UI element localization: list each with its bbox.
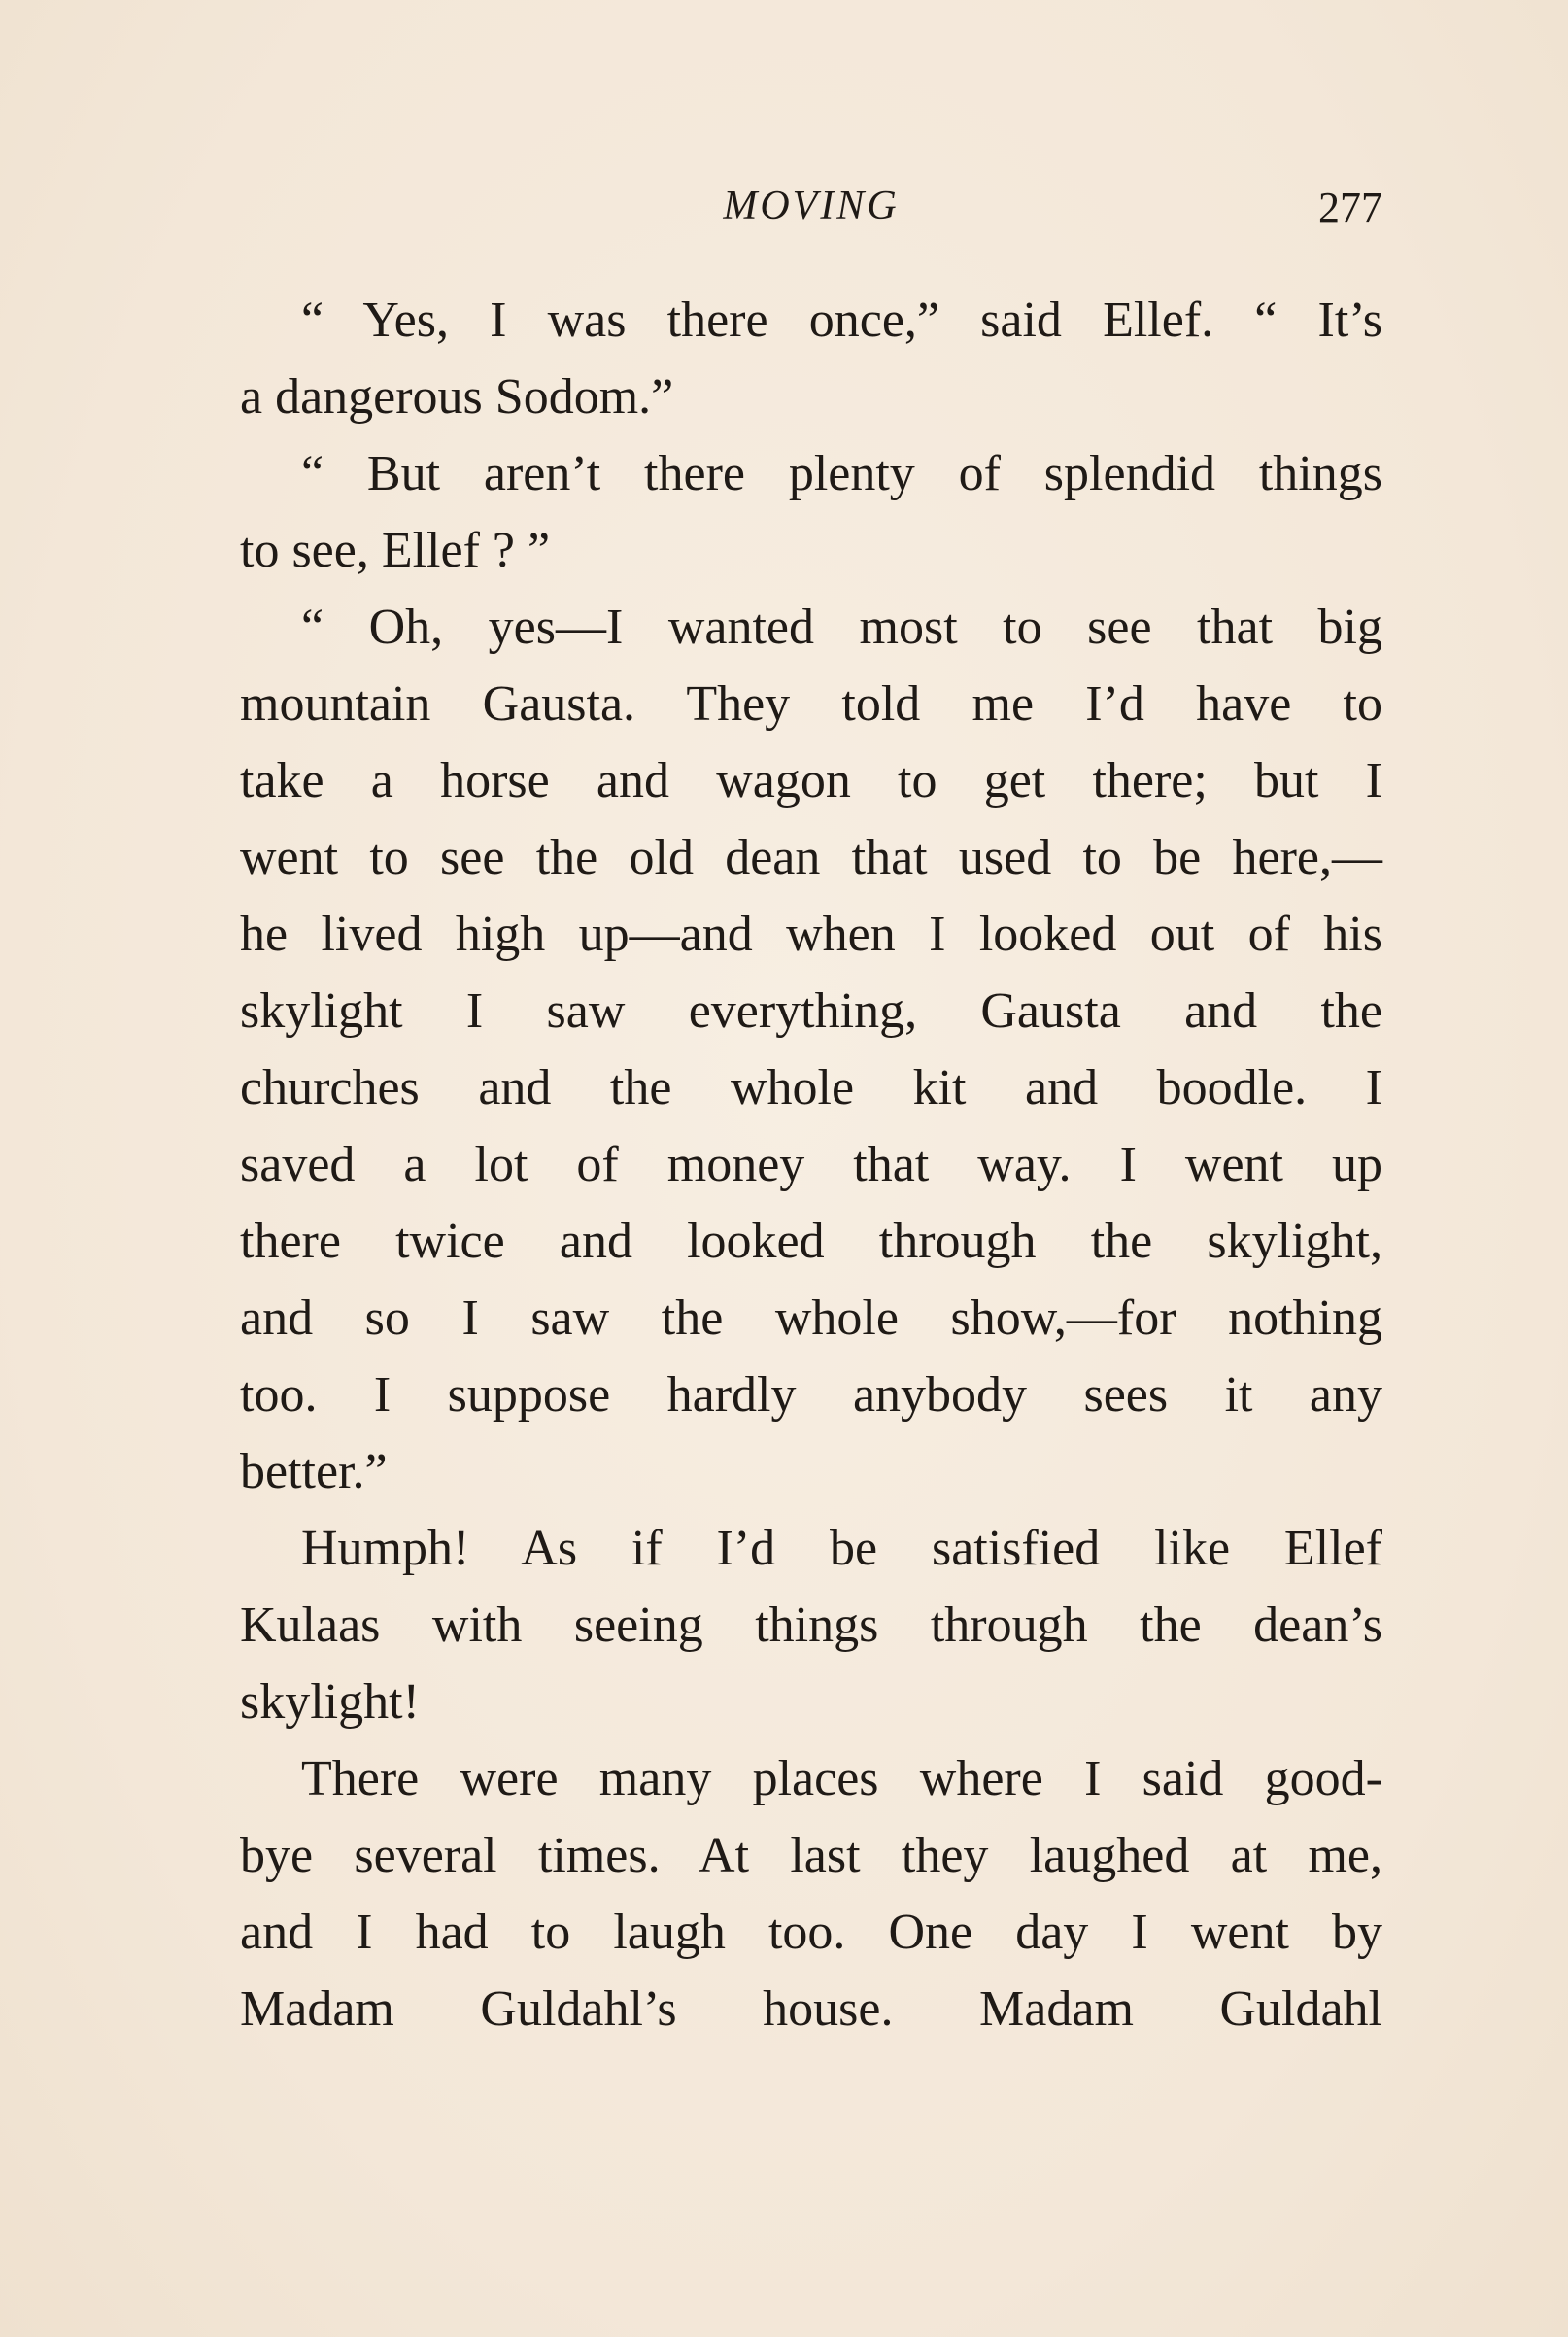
text-line: bye several times. At last they laughed at me, <box>240 1828 1382 1883</box>
text-line: There were many places where I said good- <box>301 1751 1382 1806</box>
text-line: went to see the old dean that used to be here,— <box>240 830 1382 885</box>
text-line: to see, Ellef ? ” <box>240 523 551 578</box>
running-header <box>240 183 1382 241</box>
text-line: a dangerous Sodom.” <box>240 369 674 425</box>
text-line: churches and the whole kit and boodle. I <box>240 1060 1382 1116</box>
text-line: better.” <box>240 1444 388 1499</box>
text-line: Madam Guldahl’s house. Madam Guldahl <box>240 1981 1382 2037</box>
text-line: “ But aren’t there plenty of splendid things <box>301 446 1382 501</box>
text-line: he lived high up—and when I looked out of his <box>240 907 1382 962</box>
text-line: there twice and looked through the skylight, <box>240 1214 1382 1269</box>
text-line: skylight I saw everything, Gausta and the <box>240 983 1382 1039</box>
text-line: mountain Gausta. They told me I’d have to <box>240 676 1382 732</box>
chapter-title: MOVING <box>723 184 900 228</box>
text-line: saved a lot of money that way. I went up <box>240 1137 1382 1192</box>
text-line: take a horse and wagon to get there; but I <box>240 753 1382 808</box>
text-line: too. I suppose hardly anybody sees it any <box>240 1367 1382 1423</box>
text-line: and so I saw the whole show,—for nothing <box>240 1290 1382 1346</box>
page-number: 277 <box>1318 184 1382 231</box>
text-line: Humph! As if I’d be satisfied like Ellef <box>301 1521 1382 1576</box>
text-line: Kulaas with seeing things through the dean’s <box>240 1598 1382 1653</box>
text-line: and I had to laugh too. One day I went by <box>240 1905 1382 1960</box>
text-line: “ Yes, I was there once,” said Ellef. “ It’s <box>301 292 1382 348</box>
text-line: “ Oh, yes—I wanted most to see that big <box>301 600 1382 655</box>
body-text <box>240 282 1382 2047</box>
text-line: skylight! <box>240 1674 420 1730</box>
